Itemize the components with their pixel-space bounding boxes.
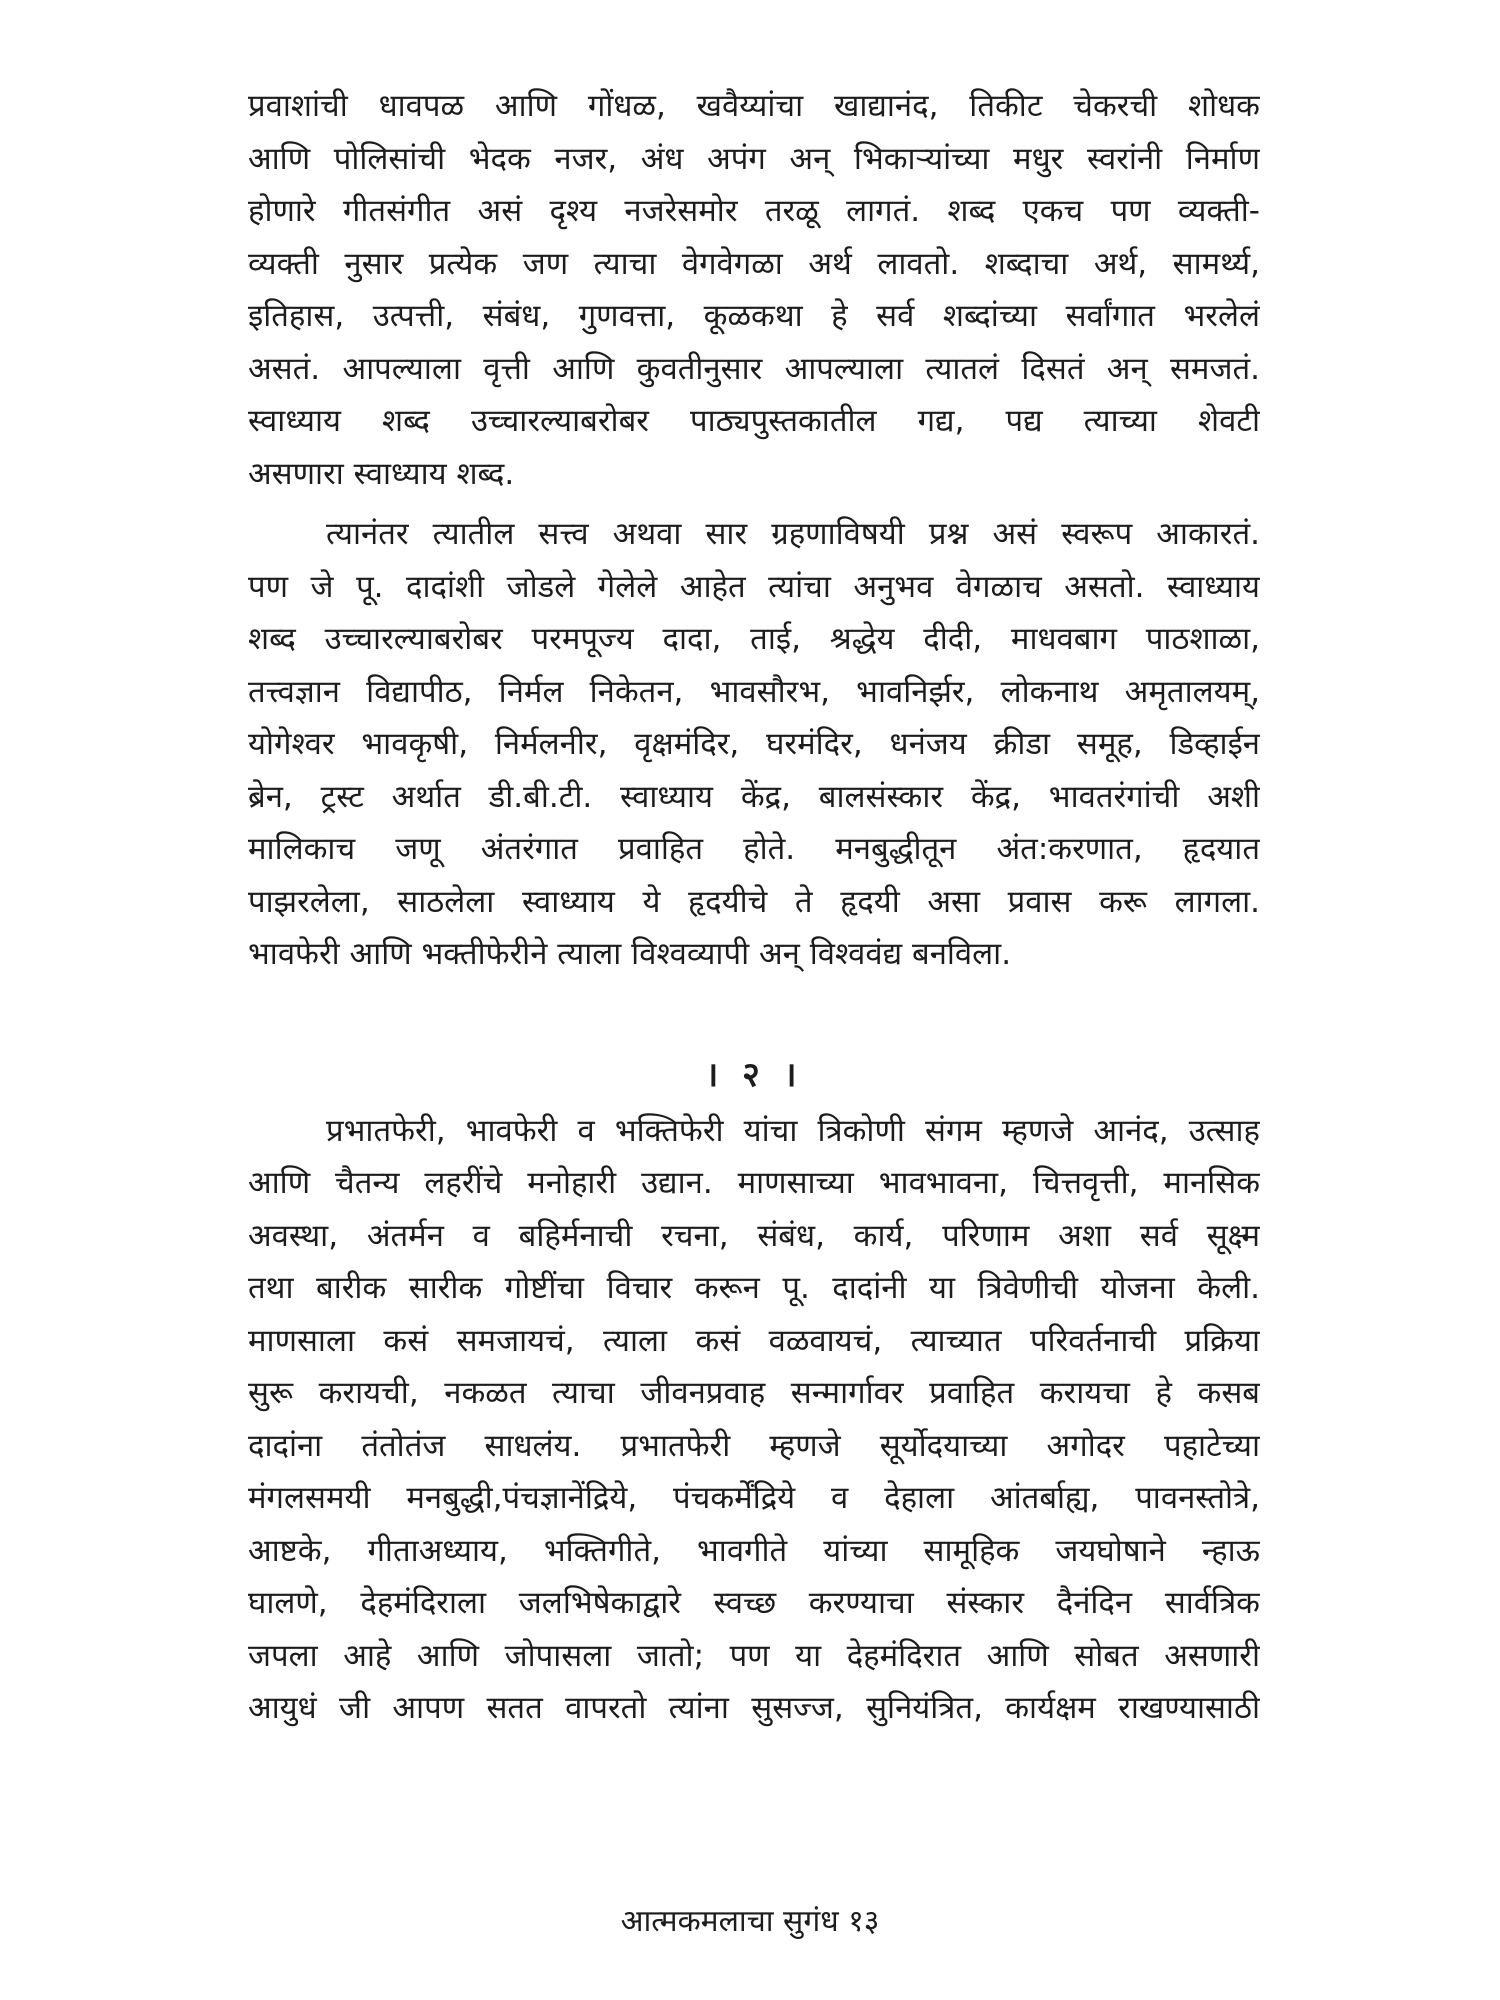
- text-line: असतं. आपल्याला वृत्ती आणि कुवतीनुसार आपल्याला त्यातलं दिसतं अन् समजतं.: [248, 350, 1260, 387]
- text-line: स्वाध्याय शब्द उच्चारल्याबरोबर पाठ्यपुस्तकातील गद्य, पद्य त्याच्या शेवटी: [248, 403, 1260, 439]
- paragraph-2: [248, 508, 1260, 981]
- text-line: आणि पोलिसांची भेदक नजर, अंध अपंग अन् भिकाऱ्यांच्या मधुर स्वरांनी निर्माण: [248, 140, 1260, 177]
- text-line: ब्रेन, ट्रस्ट अर्थात डी.बी.टी. स्वाध्याय केंद्र, बालसंस्कार केंद्र, भावतरंगांची अशी: [248, 778, 1260, 815]
- text-line: दादांना तंतोतंज साधलंय. प्रभातफेरी म्हणजे सूर्योदयाच्या अगोदर पहाटेच्या: [248, 1427, 1260, 1464]
- text-line: होणारे गीतसंगीत असं दृश्य नजरेसमोर तरळू लागतं. शब्द एकच पण व्यक्ती-: [248, 193, 1260, 229]
- text-line: तत्त्वज्ञान विद्यापीठ, निर्मल निकेतन, भावसौरभ, भावनिर्झर, लोकनाथ अमृतालयम्,: [248, 673, 1260, 710]
- text-line: व्यक्ती नुसार प्रत्येक जण त्याचा वेगवेगळा अर्थ लावतो. शब्दाचा अर्थ, सामर्थ्य,: [248, 245, 1260, 282]
- text-line: आणि चैतन्य लहरींचे मनोहारी उद्यान. माणसाच्या भावभावना, चित्तवृत्ती, मानसिक: [248, 1165, 1260, 1201]
- text-line: अवस्था, अंतर्मन व बहिर्मनाची रचना, संबंध, कार्य, परिणाम अशा सर्व सूक्ष्म: [248, 1217, 1260, 1254]
- text-line: योगेश्वर भावकृषी, निर्मलनीर, वृक्षमंदिर, घरमंदिर, धनंजय क्रीडा समूह, डिव्हाईन: [248, 726, 1260, 762]
- book-page: [248, 80, 1260, 1980]
- text-line: त्यानंतर त्यातील सत्त्व अथवा सार ग्रहणाविषयी प्रश्न असं स्वरूप आकारतं.: [326, 516, 1260, 552]
- text-line: भावफेरी आणि भक्तीफेरीने त्याला विश्वव्यापी अन् विश्ववंद्य बनविला.: [248, 936, 1012, 972]
- page-footer: आत्मकमलाचा सुगंध १३: [620, 1904, 880, 1939]
- text-line: असणारा स्वाध्याय शब्द.: [248, 455, 515, 492]
- text-line: पण जे पू. दादांशी जोडले गेलेले आहेत त्यांचा अनुभव वेगळाच असतो. स्वाध्याय: [248, 568, 1260, 605]
- text-line: घालणे, देहमंदिराला जलभिषेकाद्वारे स्वच्छ करण्याचा संस्कार दैनंदिन सार्वत्रिक: [248, 1585, 1260, 1621]
- text-line: आष्टके, गीताअध्याय, भक्तिगीते, भावगीते यांच्या सामूहिक जयघोषाने न्हाऊ: [248, 1532, 1260, 1569]
- text-line: मालिकाच जणू अंतरंगात प्रवाहित होते. मनबुद्धीतून अंत:करणात, हृदयात: [248, 831, 1260, 867]
- text-line: शब्द उच्चारल्याबरोबर परमपूज्य दादा, ताई, श्रद्धेय दीदी, माधवबाग पाठशाळा,: [248, 621, 1260, 657]
- paragraph-3: [248, 1105, 1260, 1735]
- text-line: प्रभातफेरी, भावफेरी व भक्तिफेरी यांचा त्रिकोणी संगम म्हणजे आनंद, उत्साह: [326, 1112, 1260, 1149]
- text-line: मंगलसमयी मनबुद्धी,पंचज्ञानेंद्रिये, पंचकर्मेंद्रिये व देहाला आंतर्बाह्य, पावनस्तोत्रे,: [248, 1480, 1260, 1516]
- text-line: तथा बारीक सारीक गोष्टींचा विचार करून पू. दादांनी या त्रिवेणीची योजना केली.: [248, 1270, 1260, 1306]
- text-line: सुरू करायची, नकळत त्याचा जीवनप्रवाह सन्मार्गावर प्रवाहित करायचा हे कसब: [248, 1375, 1260, 1411]
- text-line: प्रवाशांची धावपळ आणि गोंधळ, खवैय्यांचा खाद्यानंद, तिकीट चेकरची शोधक: [248, 88, 1260, 124]
- text-line: माणसाला कसं समजायचं, त्याला कसं वळवायचं, त्याच्यात परिवर्तनाची प्रक्रिया: [248, 1322, 1260, 1359]
- text-line: इतिहास, उत्पत्ती, संबंध, गुणवत्ता, कूळकथा हे सर्व शब्दांच्या सर्वांगात भरलेलं: [248, 298, 1260, 334]
- text-line: जपला आहे आणि जोपासला जातो; पण या देहमंदिरात आणि सोबत असणारी: [248, 1637, 1260, 1674]
- section-number: । २ ।: [705, 1054, 803, 1095]
- text-line: आयुधं जी आपण सतत वापरतो त्यांना सुसज्ज, सुनियंत्रित, कार्यक्षम राखण्यासाठी: [248, 1690, 1260, 1726]
- paragraph-1: [248, 80, 1260, 500]
- text-line: पाझरलेला, साठलेला स्वाध्याय ये हृदयीचे ते हृदयी असा प्रवास करू लागला.: [248, 883, 1260, 920]
